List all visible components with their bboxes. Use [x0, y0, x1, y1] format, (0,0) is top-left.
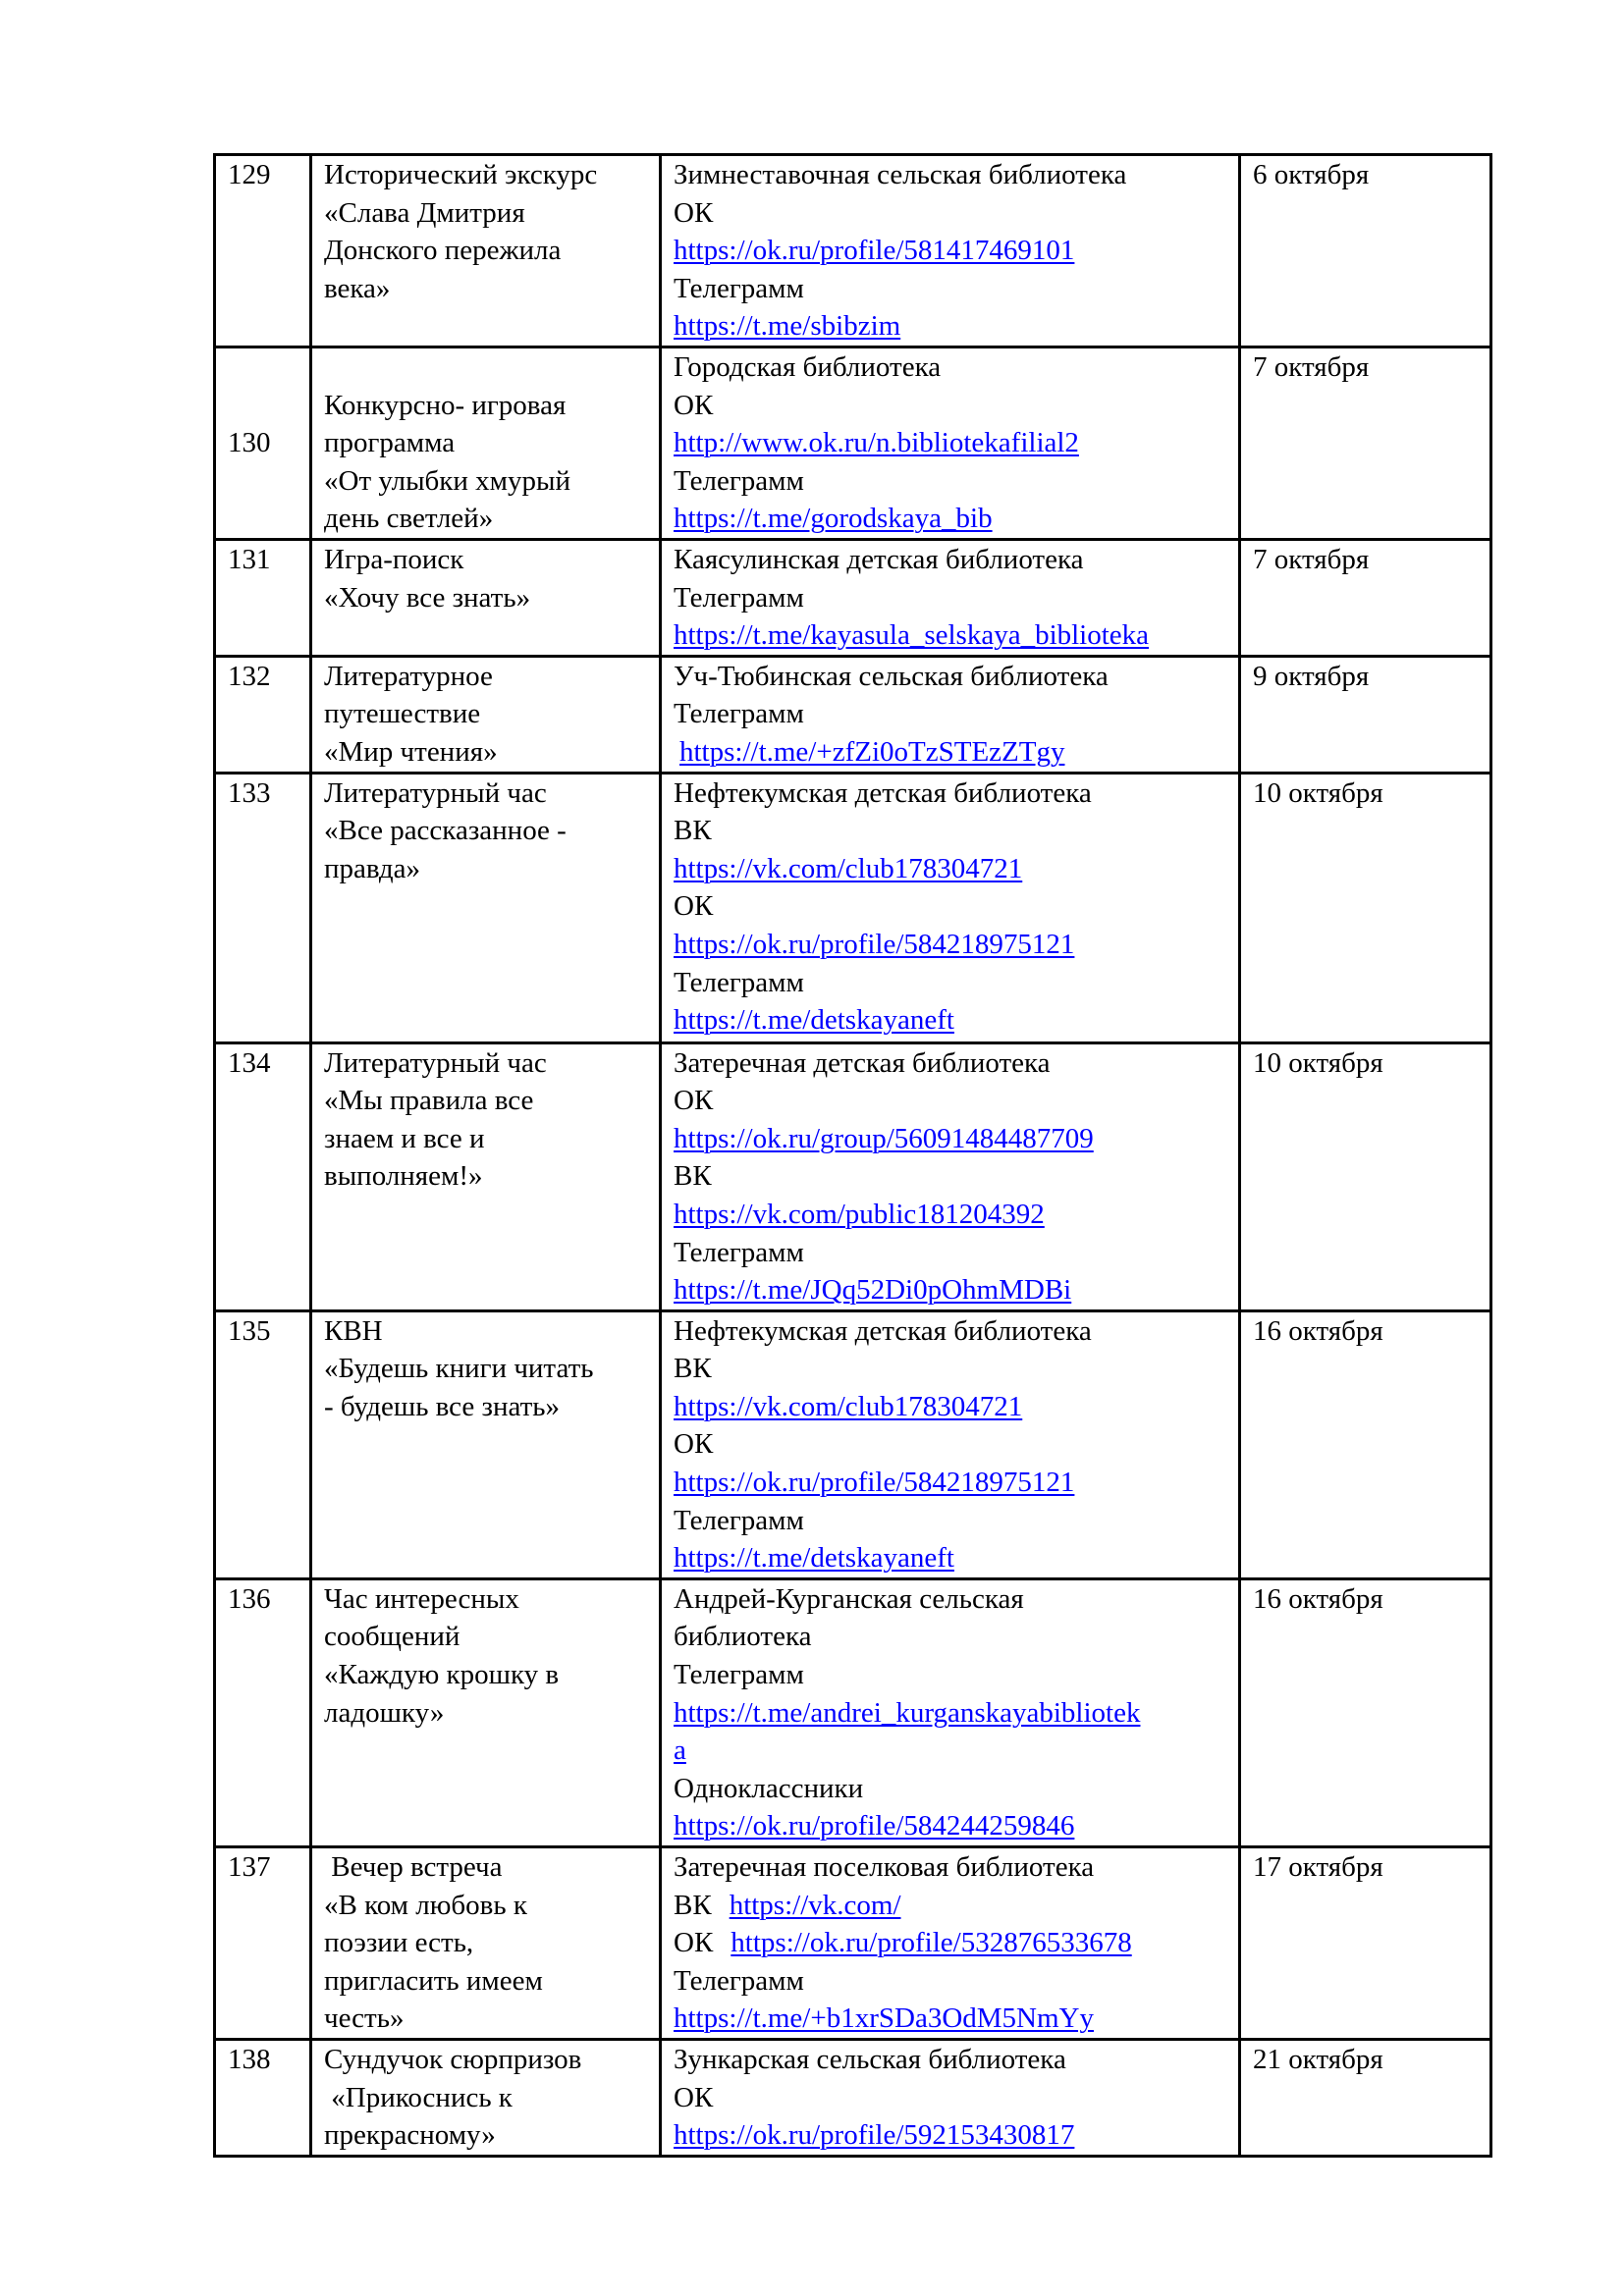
event-title-line: - будешь все знать»	[324, 1390, 561, 1422]
venue-cell	[661, 347, 1240, 540]
venue-text-line: Зункарская сельская библиотека	[674, 2043, 1066, 2075]
venue-link[interactable]: https://vk.com/	[729, 1889, 901, 1921]
event-cell	[311, 539, 661, 656]
row-number-cell	[215, 539, 311, 656]
row-number-cell	[215, 1042, 311, 1310]
event-title-line: Час интересных	[324, 1582, 519, 1615]
event-title-line: «Мир чтения»	[324, 735, 498, 768]
row-number: 137	[228, 1851, 271, 1883]
table-row	[215, 1042, 1491, 1310]
event-title-line: сообщений	[324, 1621, 460, 1653]
row-number-cell	[215, 347, 311, 540]
venue-text-line: Городская библиотека	[674, 351, 942, 383]
event-title-line: ладошку»	[324, 1696, 445, 1729]
venue-link-line	[674, 1694, 1230, 1733]
venue-link-line	[674, 2000, 1230, 2038]
event-title-line: «Мы правила все	[324, 1085, 534, 1117]
table-row	[215, 347, 1491, 540]
event-title-line: Игра-поиск	[324, 543, 464, 575]
venue-text-line: Андрей-Курганская сельская	[674, 1582, 1024, 1615]
venue-text-line: Одноклассники	[674, 1772, 864, 1804]
event-title-line: КВН	[324, 1314, 383, 1347]
event-date: 16 октября	[1253, 1582, 1383, 1615]
venue-text-line: ОК	[674, 2081, 714, 2113]
venue-link-line	[674, 1807, 1230, 1845]
venue-cell	[661, 155, 1240, 347]
venue-link[interactable]: https://t.me/JQq52Di0pOhmMDBi	[674, 1274, 1072, 1307]
date-cell	[1240, 1847, 1491, 2040]
venue-link[interactable]: https://ok.ru/profile/532876533678	[731, 1927, 1132, 1959]
venue-text-line: Затеречная детская библиотека	[674, 1046, 1051, 1079]
events-table-body	[215, 155, 1491, 2157]
event-title-line: программа	[324, 427, 456, 459]
event-title-line: Литературный час	[324, 776, 547, 809]
venue-link[interactable]: a	[674, 1735, 686, 1767]
venue-text-line: Нефтекумская детская библиотека	[674, 776, 1092, 809]
venue-text-line: ВК	[674, 1353, 712, 1385]
row-number-cell	[215, 1578, 311, 1846]
row-number: 135	[228, 1314, 271, 1347]
row-number: 136	[228, 1582, 271, 1615]
venue-link-line	[674, 232, 1230, 270]
row-number-cell	[215, 773, 311, 1042]
venue-text-line: ВК	[674, 1160, 712, 1193]
table-row	[215, 539, 1491, 656]
event-cell	[311, 155, 661, 347]
venue-link-line	[674, 616, 1230, 655]
event-date: 7 октября	[1253, 351, 1370, 383]
event-title-line: поэзии есть,	[324, 1927, 474, 1959]
event-date: 16 октября	[1253, 1314, 1383, 1347]
event-cell	[311, 2039, 661, 2156]
event-title-line: Литературный час	[324, 1046, 547, 1079]
date-cell	[1240, 656, 1491, 773]
venue-text-line: Каясулинская детская библиотека	[674, 543, 1084, 575]
event-title-line: века»	[324, 272, 391, 304]
venue-cell	[661, 1310, 1240, 1578]
event-title-line: день светлей»	[324, 503, 494, 535]
row-number: 131	[228, 543, 271, 575]
row-number: 138	[228, 2043, 271, 2075]
venue-text-line: Телеграмм	[674, 1236, 804, 1268]
event-title-line: «Хочу все знать»	[324, 581, 531, 614]
venue-link[interactable]: https://vk.com/club178304721	[674, 1390, 1023, 1422]
event-title-line: правда»	[324, 852, 420, 884]
venue-link-line	[674, 1539, 1230, 1577]
event-date: 9 октября	[1253, 660, 1370, 692]
social-network-label: ВК	[674, 1889, 712, 1921]
venue-labeled-link-line	[674, 1887, 1230, 1925]
event-cell	[311, 1310, 661, 1578]
venue-text-line: Телеграмм	[674, 272, 804, 304]
row-number-cell	[215, 2039, 311, 2156]
venue-link[interactable]: https://t.me/gorodskaya_bib	[674, 503, 993, 535]
row-number: 133	[228, 776, 271, 809]
venue-link-line	[674, 926, 1230, 964]
date-cell	[1240, 347, 1491, 540]
venue-link[interactable]: https://t.me/sbibzim	[674, 310, 901, 343]
venue-link[interactable]: https://t.me/+zfZi0oTzSTEzZTgy	[679, 735, 1065, 768]
venue-text-line: ОК	[674, 389, 714, 421]
events-table	[213, 153, 1492, 2158]
venue-link-line	[674, 1732, 1230, 1770]
date-cell	[1240, 1042, 1491, 1310]
date-cell	[1240, 539, 1491, 656]
venue-cell	[661, 1578, 1240, 1846]
venue-link[interactable]: https://ok.ru/profile/584218975121	[674, 1467, 1075, 1499]
venue-text-line: Зимнеставочная сельская библиотека	[674, 159, 1127, 190]
venue-link-line	[674, 1464, 1230, 1502]
table-row	[215, 2039, 1491, 2156]
venue-link[interactable]: https://t.me/kayasula_selskaya_biblioteka	[674, 619, 1150, 652]
event-date: 10 октября	[1253, 1046, 1383, 1079]
venue-cell	[661, 539, 1240, 656]
venue-link[interactable]: https://vk.com/club178304721	[674, 852, 1023, 884]
venue-cell	[661, 2039, 1240, 2156]
venue-link[interactable]: https://ok.ru/profile/584218975121	[674, 928, 1075, 960]
venue-text-line: Уч-Тюбинская сельская библиотека	[674, 660, 1109, 692]
event-title-line: выполняем!»	[324, 1160, 483, 1193]
venue-link[interactable]: https://t.me/detskayaneft	[674, 1004, 954, 1037]
event-title-line: «От улыбки хмурый	[324, 464, 571, 497]
venue-text-line: ВК	[674, 815, 712, 847]
venue-text-line: Телеграмм	[674, 1659, 804, 1691]
venue-link[interactable]: https://ok.ru/profile/584244259846	[674, 1810, 1075, 1842]
event-title-line: «Слава Дмитрия	[324, 196, 525, 229]
event-title-line: Вечер встреча	[324, 1851, 503, 1883]
venue-text-line: Затеречная поселковая библиотека	[674, 1851, 1095, 1883]
venue-link-line	[674, 1120, 1230, 1158]
venue-text-line: ОК	[674, 1428, 714, 1461]
row-number-cell	[215, 1847, 311, 2040]
event-title-line: Сундучок сюрпризов	[324, 2043, 582, 2075]
event-date: 21 октября	[1253, 2043, 1383, 2075]
event-title-line: Донского пережила	[324, 235, 562, 267]
venue-link-line	[674, 1388, 1230, 1426]
event-title-line: путешествие	[324, 698, 481, 730]
venue-link[interactable]: https://ok.ru/profile/581417469101	[674, 235, 1075, 267]
venue-cell	[661, 773, 1240, 1042]
event-title-line: «Каждую крошку в	[324, 1659, 560, 1691]
event-title-line: пригласить имеем	[324, 1964, 543, 1997]
venue-link-line	[674, 2116, 1230, 2155]
venue-text-line: ОК	[674, 890, 714, 923]
venue-text-line: Телеграмм	[674, 698, 804, 730]
date-cell	[1240, 773, 1491, 1042]
event-title-line: Конкурсно- игровая	[324, 389, 567, 421]
venue-link-line	[674, 424, 1230, 462]
date-cell	[1240, 1578, 1491, 1846]
venue-link-line	[674, 733, 1230, 772]
table-row	[215, 773, 1491, 1042]
event-title-line: прекрасному»	[324, 2119, 496, 2152]
venue-text-line: библиотека	[674, 1621, 812, 1653]
event-title-line: Литературное	[324, 660, 493, 692]
event-title-line: честь»	[324, 2002, 405, 2035]
table-row	[215, 656, 1491, 773]
venue-link-line	[674, 1271, 1230, 1309]
venue-link-line	[674, 500, 1230, 538]
row-number: 132	[228, 660, 271, 692]
venue-link[interactable]: https://t.me/+b1xrSDa3OdM5NmYy	[674, 2002, 1094, 2035]
event-cell	[311, 656, 661, 773]
venue-link-line	[674, 850, 1230, 888]
venue-text-line: ОК	[674, 196, 714, 229]
row-number-cell	[215, 155, 311, 347]
event-title-line: «Прикоснись к	[324, 2081, 513, 2113]
venue-text-line: Телеграмм	[674, 581, 804, 614]
venue-text-line: Нефтекумская детская библиотека	[674, 1314, 1092, 1347]
row-number-cell	[215, 656, 311, 773]
event-date: 6 октября	[1253, 159, 1370, 190]
table-row	[215, 155, 1491, 347]
venue-text-line: Телеграмм	[674, 966, 804, 998]
event-cell	[311, 1042, 661, 1310]
event-cell	[311, 347, 661, 540]
venue-text-line: ОК	[674, 1085, 714, 1117]
date-cell	[1240, 155, 1491, 347]
table-row	[215, 1310, 1491, 1578]
date-cell	[1240, 2039, 1491, 2156]
event-title-line: знаем и все и	[324, 1122, 485, 1154]
venue-link[interactable]: https://t.me/andrei_kurganskayabibliotek	[674, 1696, 1141, 1729]
venue-text-line: Телеграмм	[674, 1504, 804, 1536]
venue-link[interactable]: https://ok.ru/profile/592153430817	[674, 2119, 1075, 2152]
event-date: 7 октября	[1253, 543, 1370, 575]
venue-cell	[661, 1847, 1240, 2040]
event-title-line: «Все рассказанное -	[324, 815, 567, 847]
event-cell	[311, 773, 661, 1042]
event-date: 17 октября	[1253, 1851, 1383, 1883]
venue-cell	[661, 656, 1240, 773]
event-cell	[311, 1578, 661, 1846]
venue-text-line: Телеграмм	[674, 1964, 804, 1997]
row-number: 130	[228, 427, 271, 459]
event-date: 10 октября	[1253, 776, 1383, 809]
venue-link-line	[674, 1001, 1230, 1040]
event-title-line: Исторический экскурс	[324, 159, 598, 190]
date-cell	[1240, 1310, 1491, 1578]
row-number-cell	[215, 1310, 311, 1578]
event-title-line	[324, 348, 651, 387]
venue-text-line: Телеграмм	[674, 464, 804, 497]
event-title-line: «В ком любовь к	[324, 1889, 527, 1921]
venue-cell	[661, 1042, 1240, 1310]
venue-link[interactable]: https://vk.com/public181204392	[674, 1198, 1045, 1230]
event-cell	[311, 1847, 661, 2040]
venue-link[interactable]: https://t.me/detskayaneft	[674, 1542, 954, 1575]
event-title-line: «Будешь книги читать	[324, 1353, 594, 1385]
row-number: 134	[228, 1046, 271, 1079]
table-row	[215, 1847, 1491, 2040]
venue-link-line	[674, 307, 1230, 346]
venue-link-line	[674, 1196, 1230, 1234]
venue-link[interactable]: https://ok.ru/group/56091484487709	[674, 1122, 1094, 1154]
table-row	[215, 1578, 1491, 1846]
venue-labeled-link-line	[674, 1924, 1230, 1962]
social-network-label: ОК	[674, 1927, 714, 1959]
venue-link[interactable]: http://www.ok.ru/n.bibliotekafilial2	[674, 427, 1079, 459]
row-number: 129	[228, 159, 271, 190]
